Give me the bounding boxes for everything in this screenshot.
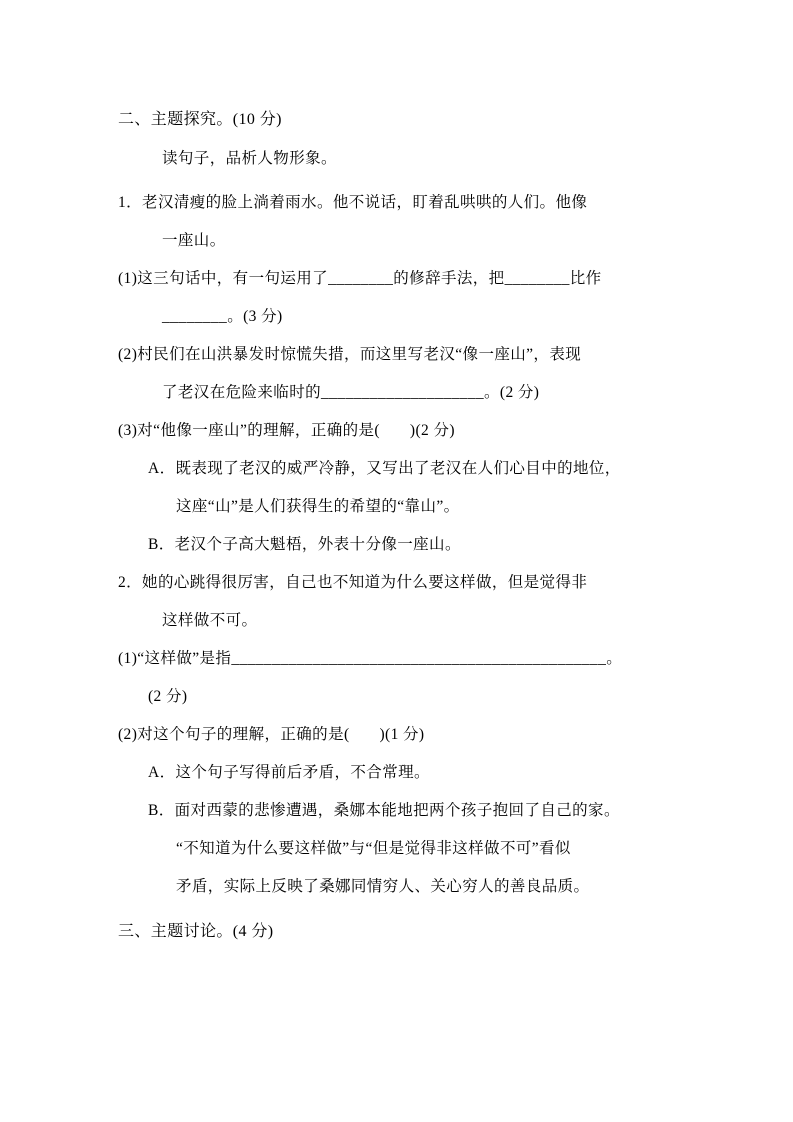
page-content [118,100,680,952]
question-2-2-option-a-line-1: A．这个句子写得前后矛盾，不合常理。 [148,764,430,781]
question-1-3-option-a-line-2: 这座“山”是人们获得生的希望的“靠山”。 [176,498,460,515]
question-2-2-option-b-line-2: “不知道为什么要这样做”与“但是觉得非这样做不可”看似 [176,840,571,857]
question-2-2-line-1: (2)对这个句子的理解，正确的是( )(1 分) [118,726,425,743]
question-1-3-line-1: (3)对“他像一座山”的理解，正确的是( )(2 分) [118,422,455,439]
question-2-1-line-2: (2 分) [148,688,188,705]
question-2-2-option-b-line-3: 矛盾，实际上反映了桑娜同情穷人、关心穷人的善良品质。 [176,878,590,895]
question-2-stem-line-2: 这样做不可。 [162,612,258,629]
question-1-stem-line-1: 1．老汉清瘦的脸上淌着雨水。他不说话，盯着乱哄哄的人们。他像 [118,194,588,211]
question-1-1-line-1: (1)这三句话中，有一句运用了________的修辞手法，把________比作 [118,270,602,287]
section-two-heading: 二、主题探究。(10 分) [118,111,282,128]
question-1-stem-line-2: 一座山。 [162,232,226,249]
question-1-2-line-2: 了老汉在危险来临时的____________________。(2 分) [162,384,540,401]
section-two-subheading: 读句子，品析人物形象。 [162,150,337,167]
question-1-2-line-1: (2)村民们在山洪暴发时惊慌失措，而这里写老汉“像一座山”，表现 [118,346,582,363]
question-2-stem-line-1: 2．她的心跳得很厉害，自己也不知道为什么要这样做，但是觉得非 [118,574,588,591]
question-2-1-line-1: (1)“这样做”是指______________________________________________。 [118,650,623,667]
question-1-1-line-2: ________。(3 分) [162,308,283,325]
question-1-3-option-b-line-1: B．老汉个子高大魁梧，外表十分像一座山。 [148,536,461,553]
question-1-3-option-a-line-1: A．既表现了老汉的威严冷静，又写出了老汉在人们心目中的地位， [148,460,621,477]
section-three-heading: 三、主题讨论。(4 分) [118,923,274,940]
question-2-2-option-b-line-1: B．面对西蒙的悲惨遭遇，桑娜本能地把两个孩子抱回了自己的家。 [148,802,620,819]
